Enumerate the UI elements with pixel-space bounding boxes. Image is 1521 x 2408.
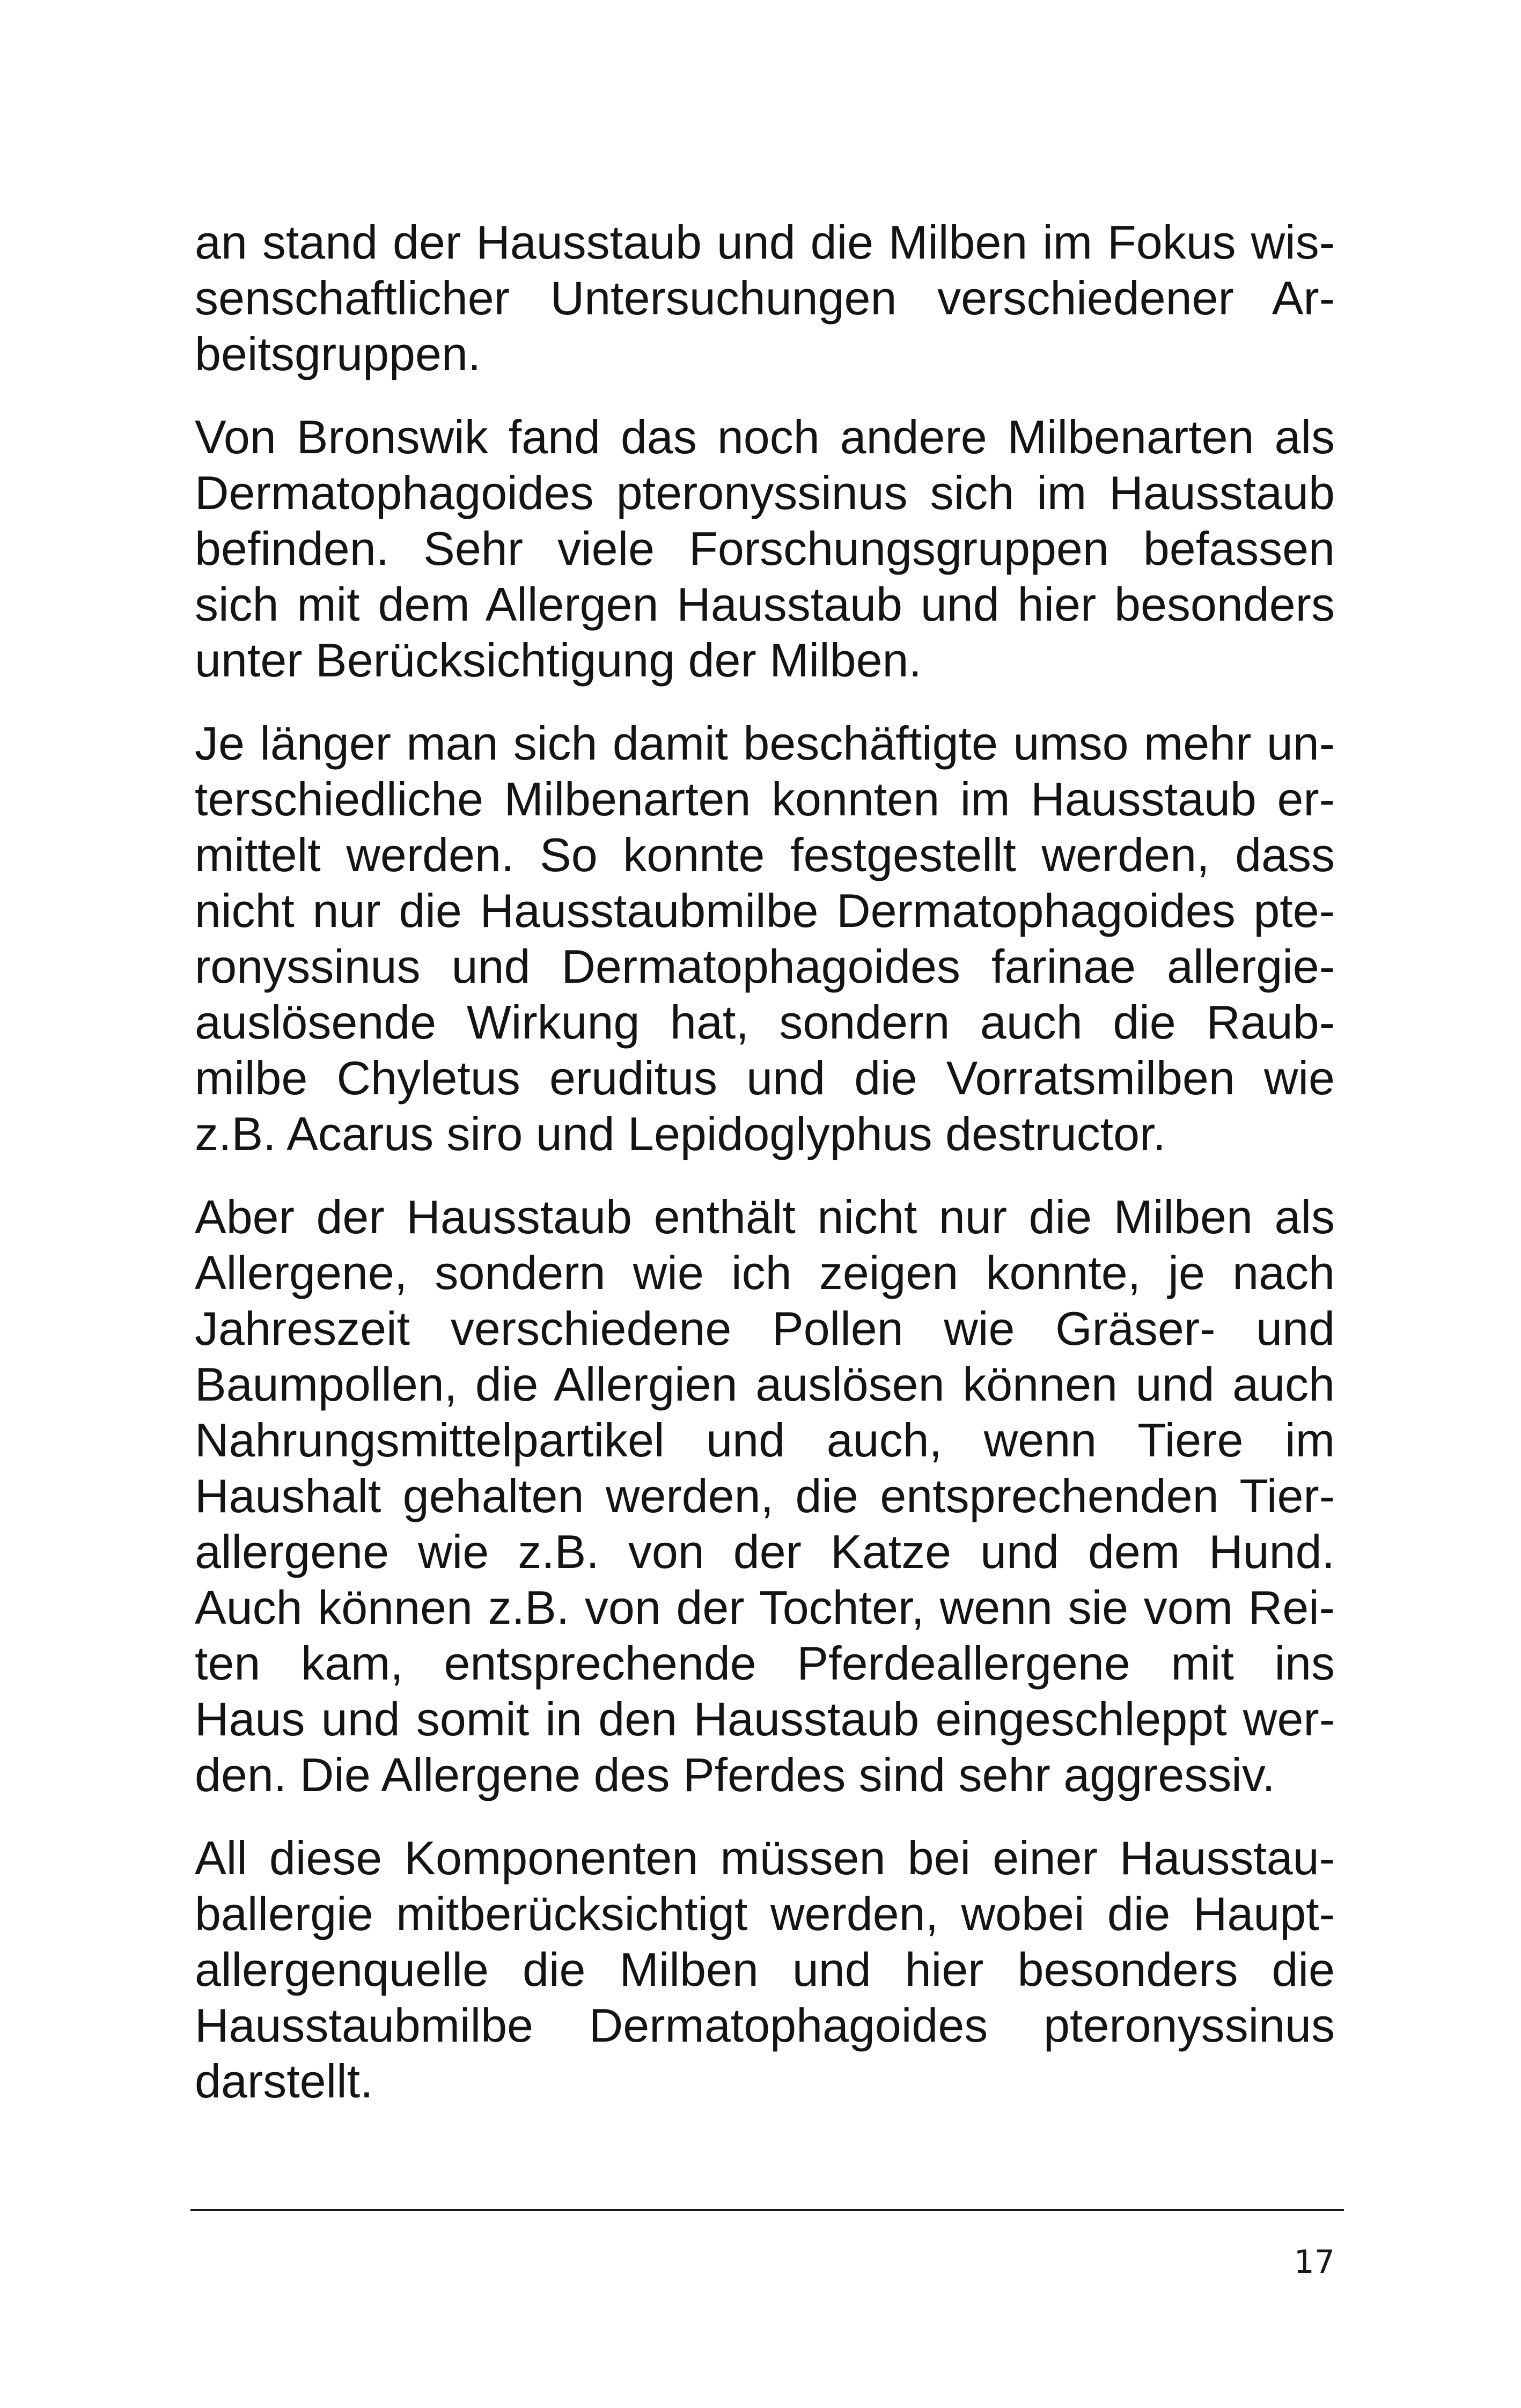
paragraph-3 — [195, 716, 1335, 1162]
footer-divider — [190, 2209, 1344, 2211]
text-line: Je länger man sich damit beschäftigte umso mehr un- — [195, 717, 1335, 770]
text-line: ten kam, entsprechende Pferdeallergene mit ins — [195, 1637, 1335, 1690]
text-line: Baumpollen, die Allergien auslösen können und auch — [195, 1358, 1335, 1411]
text-line: beitsgruppen. — [195, 327, 481, 380]
text-line: Hausstaubmilbe Dermatophagoides pteronyssinus — [195, 1999, 1335, 2052]
text-line: sich mit dem Allergen Hausstaub und hier besonders — [195, 578, 1335, 631]
text-line: Allergene, sondern wie ich zeigen konnte, je nach — [195, 1246, 1335, 1299]
text-line: allergene wie z.B. von der Katze und dem Hund. — [195, 1525, 1335, 1578]
text-line: ballergie mitberücksichtigt werden, wobei die Haupt- — [195, 1887, 1335, 1940]
text-line: Aber der Hausstaub enthält nicht nur die Milben als — [195, 1190, 1335, 1243]
text-line: z.B. Acarus siro und Lepidoglyphus destructor. — [195, 1107, 1166, 1160]
text-line: nicht nur die Hausstaubmilbe Dermatophagoides pte- — [195, 884, 1335, 937]
text-line: senschaftlicher Untersuchungen verschiedener Ar- — [195, 271, 1335, 325]
text-line: unter Berücksichtigung der Milben. — [195, 634, 922, 687]
text-line: auslösende Wirkung hat, sondern auch die Raub- — [195, 996, 1335, 1049]
text-line: terschiedliche Milbenarten konnten im Hausstaub er- — [195, 772, 1335, 826]
paragraph-5 — [195, 1830, 1335, 2109]
paragraph-2 — [195, 409, 1335, 688]
text-line: milbe Chyletus eruditus und die Vorratsmilben wie — [195, 1051, 1335, 1104]
text-line: befinden. Sehr viele Forschungsgruppen befassen — [195, 522, 1335, 575]
body-text — [195, 215, 1335, 2137]
text-line: mittelt werden. So konnte festgestellt werden, dass — [195, 828, 1335, 881]
text-line: Haushalt gehalten werden, die entsprechenden Tier- — [195, 1469, 1335, 1522]
text-line: All diese Komponenten müssen bei einer Hausstau- — [195, 1831, 1335, 1884]
paragraph-4 — [195, 1189, 1335, 1803]
text-line: Haus und somit in den Hausstaub eingeschleppt wer- — [195, 1692, 1335, 1746]
text-line: ronyssinus und Dermatophagoides farinae allergie- — [195, 940, 1335, 993]
paragraph-1 — [195, 215, 1335, 382]
text-line: an stand der Hausstaub und die Milben im Fokus wis- — [195, 216, 1335, 269]
text-line: Dermatophagoides pteronyssinus sich im Hausstaub — [195, 466, 1335, 519]
text-line: Nahrungsmittelpartikel und auch, wenn Tiere im — [195, 1413, 1335, 1467]
text-line: allergenquelle die Milben und hier besonders die — [195, 1943, 1335, 1996]
text-line: darstellt. — [195, 2054, 373, 2108]
text-line: Auch können z.B. von der Tochter, wenn sie vom Rei- — [195, 1581, 1335, 1634]
text-line: Von Bronswik fand das noch andere Milbenarten als — [195, 410, 1335, 463]
page-number: 17 — [1294, 2243, 1335, 2281]
text-line: Jahreszeit verschiedene Pollen wie Gräser- und — [195, 1302, 1335, 1355]
text-line: den. Die Allergene des Pferdes sind sehr aggressiv. — [195, 1748, 1275, 1801]
